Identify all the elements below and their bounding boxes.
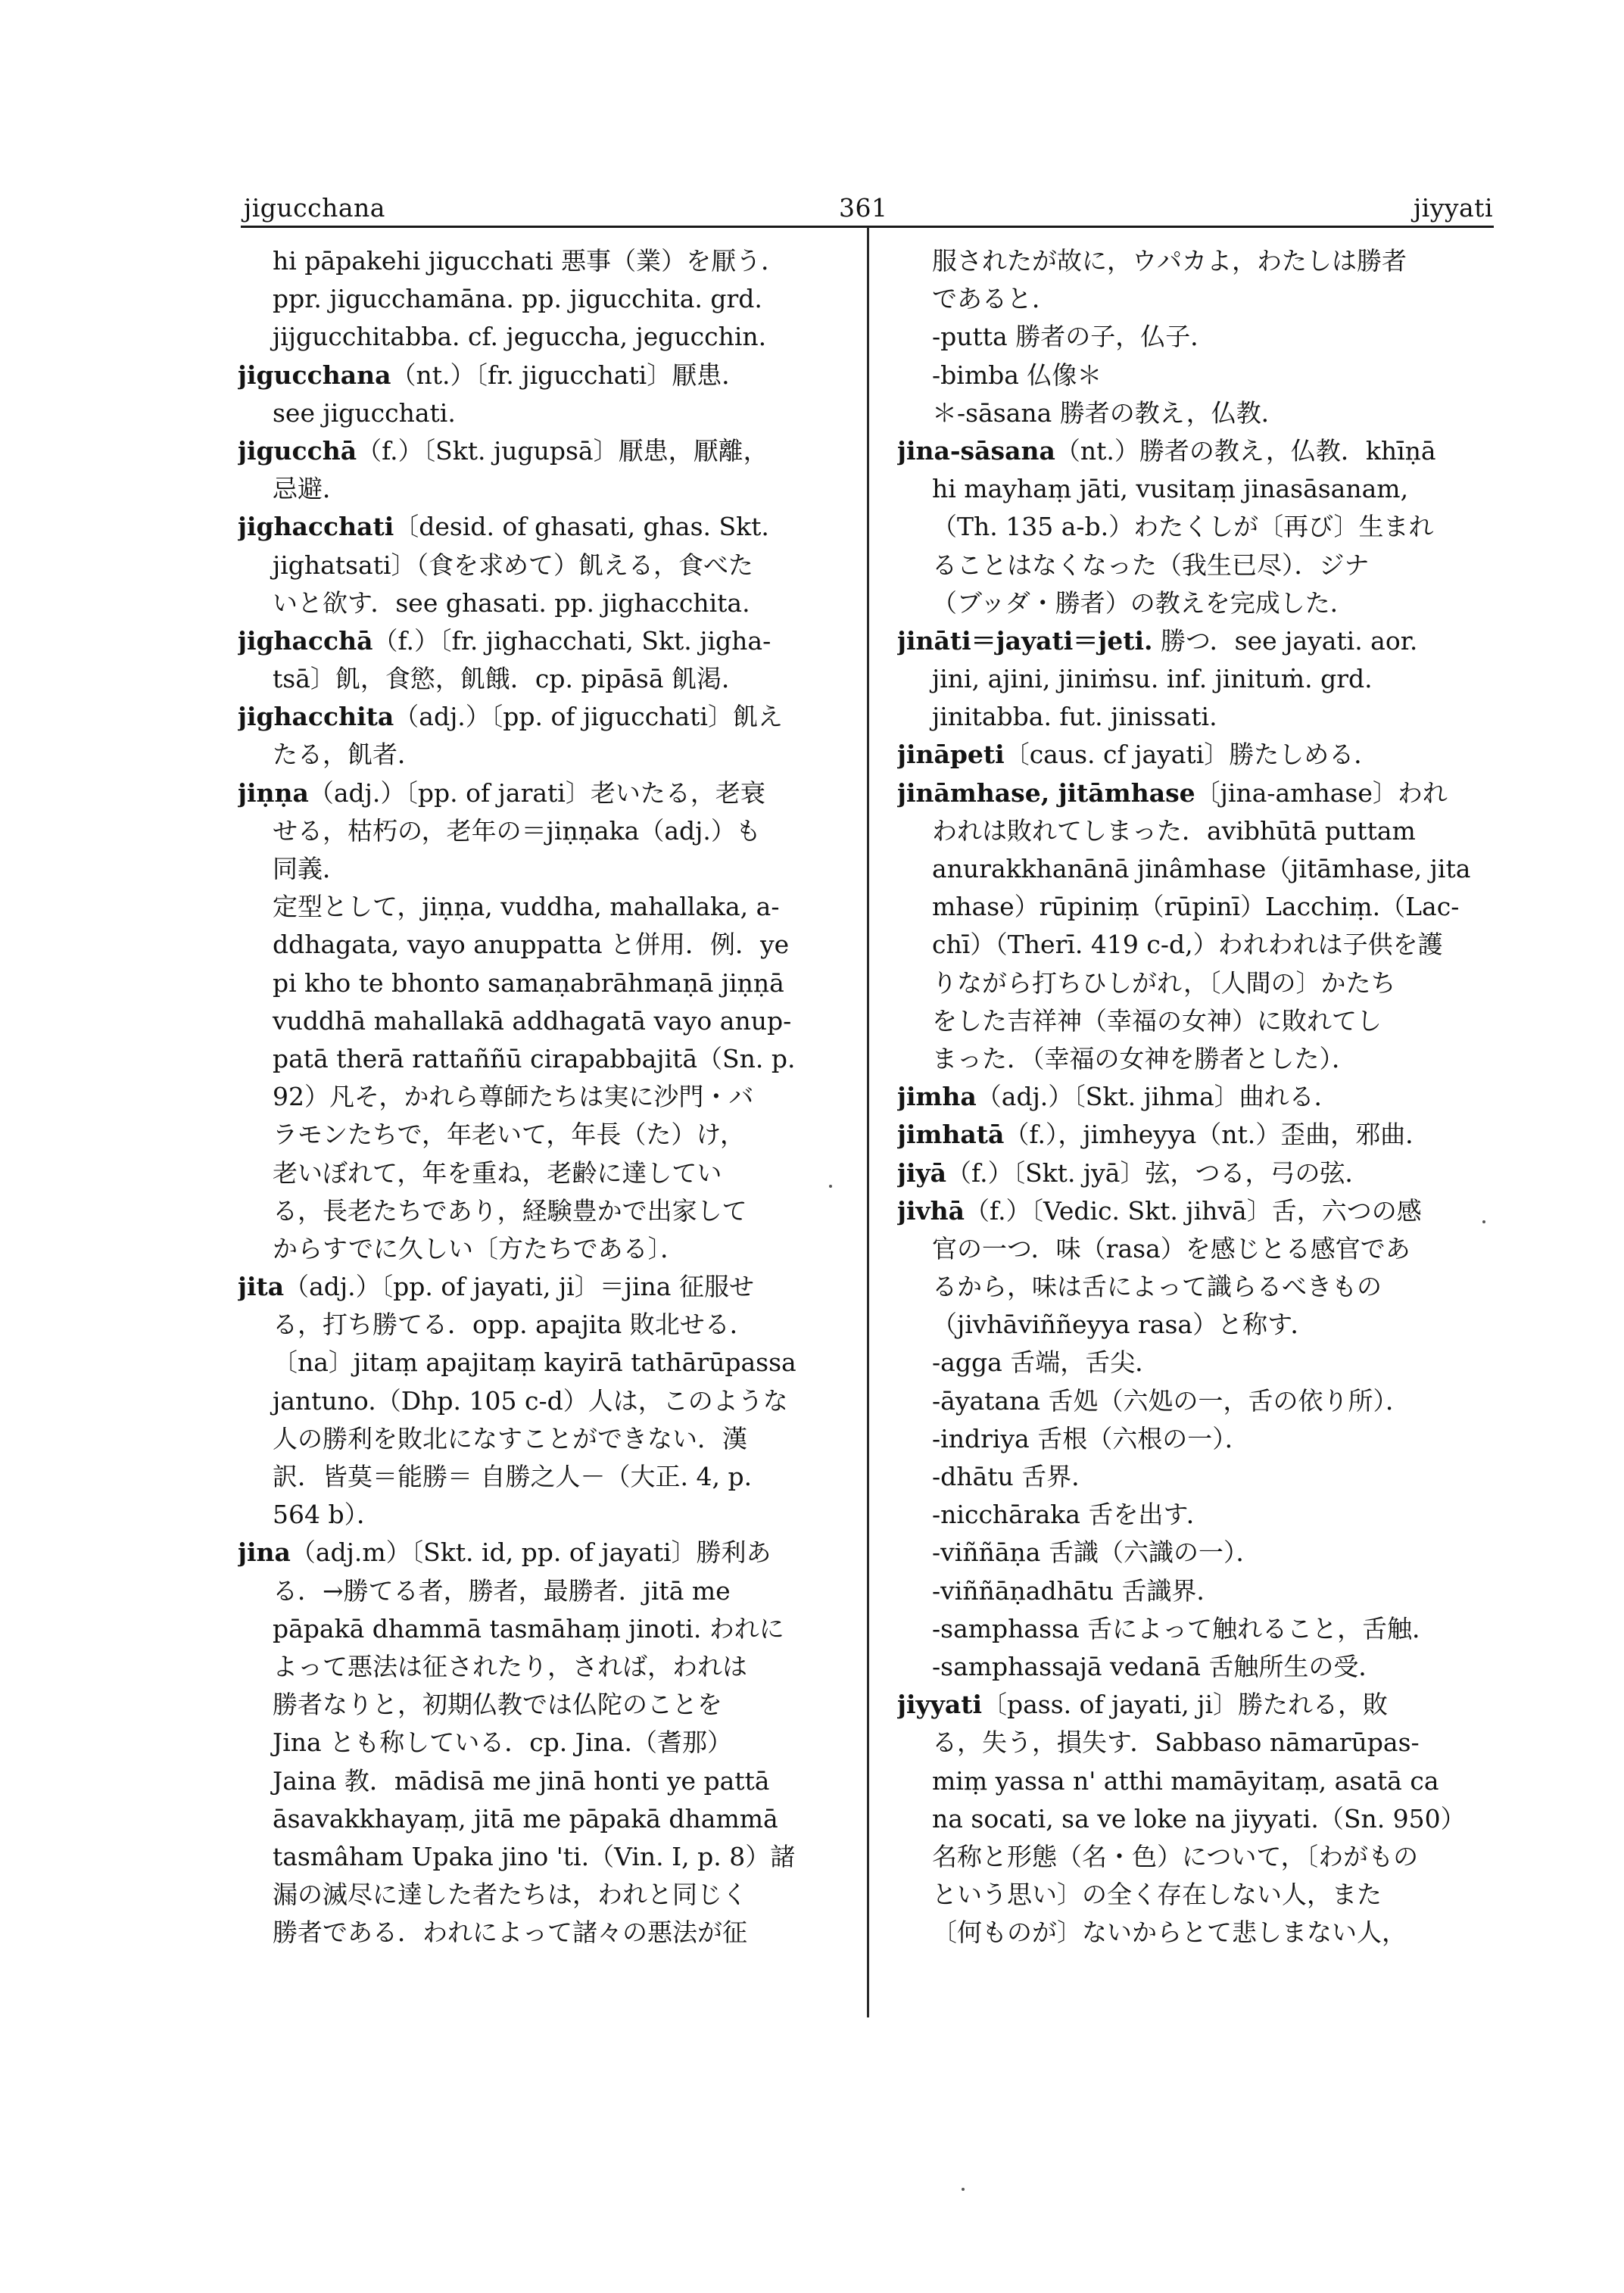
entry-continuation-line: -viññāṇadhātu 舌識界．: [932, 1575, 1222, 1606]
entry-continuation-line: -indriya 舌根（六根の一）．: [932, 1423, 1250, 1453]
entry-continuation-line: まった．（幸福の女神を勝者とした）．: [932, 1043, 1357, 1073]
entry-text: （adj.）〔pp. of jayati, ji〕＝jina 征服せ: [284, 1272, 754, 1302]
header-guide-word-right: jiyyati: [1413, 193, 1493, 223]
headword: jighacchā: [238, 625, 373, 656]
entry-continuation-line: -agga 舌端，舌尖．: [932, 1347, 1161, 1378]
dictionary-entry-line: [897, 1154, 1495, 1192]
dictionary-entry-line: [238, 774, 851, 812]
entry-text: （adj.m）〔Skt. id, pp. of jayati〕勝利あ: [290, 1537, 771, 1568]
entry-continuation-line: せる，枯朽の，老年の＝jiṇṇaka（adj.）も: [273, 815, 761, 846]
entry-continuation-line: vuddhā mahallakā addhagatā vayo anup-: [273, 1005, 792, 1036]
entry-continuation-line: からすでに久しい〔方たちである〕．: [273, 1233, 686, 1263]
entry-continuation-line: ラモンたちで，年老いて，年長（た）け，: [273, 1120, 746, 1150]
entry-text: 〔jina-amhase〕われ: [1195, 777, 1448, 808]
dictionary-entry-line: [897, 774, 1495, 812]
entry-continuation-line: pāpakā dhammā tasmāhaṃ jinoti. われに: [273, 1613, 784, 1643]
entry-continuation-line: āsavakkhayaṃ, jitā me pāpakā dhammā: [273, 1803, 778, 1833]
headword: jināpeti: [897, 740, 1005, 770]
entry-continuation-line: -dhātu 舌界．: [932, 1462, 1097, 1491]
entry-continuation-line: tasmâham Upaka jino 'ti.（Vin. I, p. 8）諸: [273, 1841, 796, 1871]
right-column: [897, 242, 1495, 1952]
entry-text: 〔pass. of jayati, ji〕勝たれる，敗: [982, 1690, 1389, 1720]
headword: jiyyati: [897, 1690, 982, 1720]
headword: jigucchā: [238, 435, 357, 466]
entry-continuation-line: ppr. jigucchamāna. pp. jigucchita. grd.: [273, 284, 762, 314]
entry-continuation-line: われは敗れてしまった．avibhūtā puttam: [932, 815, 1416, 846]
entry-text: 勝つ．see jayati. aor.: [1152, 625, 1418, 656]
dictionary-entry-line: [238, 432, 851, 470]
entry-text: 〔desid. of ghasati, ghas. Skt.: [394, 512, 769, 542]
entry-continuation-line: hi pāpakehi jigucchati 悪事（業）を厭う．: [273, 246, 787, 276]
dictionary-entry-line: [897, 736, 1495, 774]
entry-continuation-line: 564 b）．: [273, 1500, 382, 1530]
entry-continuation-line: -nicchāraka 舌を出す．: [932, 1500, 1211, 1530]
headword: jina: [238, 1537, 291, 1568]
entry-continuation-line: る，打ち勝てる．opp. apajita 敗北せる．: [273, 1310, 755, 1340]
entry-text: （adj.）〔pp. of jigucchati〕飢え: [394, 702, 783, 732]
entry-continuation-line: たる，飢者．: [273, 740, 422, 770]
dictionary-entry-line: [897, 432, 1495, 470]
entry-continuation-line: 名称と形態（名・色）について，〔わがもの: [932, 1841, 1419, 1871]
entry-continuation-line: 人の勝利を敗北になすことができない．漢: [273, 1423, 747, 1453]
entry-continuation-line: see jigucchati.: [273, 397, 456, 428]
entry-continuation-line: -samphassajā vedanā 舌触所生の受．: [932, 1651, 1384, 1681]
entry-continuation-line: 同義．: [273, 854, 348, 883]
entry-continuation-line: ることはなくなった（我生已尽）．ジナ: [932, 550, 1370, 580]
entry-continuation-line: jinitabba. fut. jinissati.: [932, 702, 1217, 732]
dictionary-entry-line: [897, 622, 1495, 660]
entry-continuation-line: anurakkhanānā jinâmhase（jitāmhase, jita: [932, 854, 1471, 883]
entry-continuation-line: をした吉祥神（幸福の女神）に敗れてし: [932, 1005, 1382, 1036]
entry-continuation-line: Jaina 教．mādisā me jinā honti ye pattā: [273, 1765, 770, 1796]
entry-continuation-line: jijgucchitabba. cf. jeguccha, jegucchin.: [273, 322, 767, 352]
entry-continuation-line: る．→勝てる者，勝者，最勝者．jitā me: [273, 1575, 731, 1606]
entry-continuation-line: るから，味は舌によって識らるべきもの: [932, 1272, 1382, 1302]
entry-continuation-line: 漏の滅尽に達した者たちは，われと同じく: [273, 1880, 747, 1910]
dictionary-entry-line: [897, 1116, 1495, 1154]
entry-text: （adj.）〔Skt. jihma〕曲れる．: [976, 1082, 1339, 1112]
entry-continuation-line: であると．: [932, 284, 1057, 314]
entry-continuation-line: jantuno.（Dhp. 105 c-d）人は，このような: [273, 1385, 788, 1416]
dictionary-entry-line: [238, 1534, 851, 1572]
header-guide-word-left: jigucchana: [244, 193, 385, 223]
entry-continuation-line: る，失う，損失す．Sabbaso nāmarūpas-: [932, 1728, 1420, 1758]
headword: jita: [238, 1272, 285, 1302]
left-column: [238, 242, 851, 1952]
dictionary-entry-line: [238, 508, 851, 546]
entry-continuation-line: chī）（Therī. 419 c-d,）われわれは子供を護: [932, 930, 1443, 960]
headword: jimha: [897, 1082, 977, 1112]
column-divider: [867, 227, 869, 2017]
entry-continuation-line: よって悪法は征されたり，されば，われは: [273, 1651, 747, 1681]
entry-continuation-line: jini, ajini, jiniṁsu. inf. jinituṁ. grd.: [932, 664, 1373, 694]
entry-continuation-line: 服されたが故に，ウパカよ，わたしは勝者: [932, 246, 1407, 276]
entry-continuation-line: -āyatana 舌処（六処の一，舌の依り所）．: [932, 1385, 1410, 1416]
entry-continuation-line: hi mayhaṃ jāti, vusitaṃ jinasāsanam,: [932, 474, 1409, 504]
headword: jivhā: [897, 1195, 965, 1226]
headword: jināti＝jayati＝jeti.: [897, 625, 1153, 656]
entry-text: （adj.）〔pp. of jarati〕老いたる，老衰: [308, 777, 765, 808]
entry-continuation-line: -putta 勝者の子，仏子．: [932, 322, 1216, 352]
entry-text: （f.）〔Skt. jugupsā〕厭患，厭離，: [357, 435, 768, 466]
entry-continuation-line: （Th. 135 a-b.）わたくしが〔再び〕生まれ: [932, 512, 1434, 542]
entry-continuation-line: 官の一つ．味（rasa）を感じとる感官であ: [932, 1233, 1410, 1263]
entry-continuation-line: という思い〕の全く存在しない人，また: [932, 1880, 1382, 1910]
entry-text: （f.）〔Vedic. Skt. jihvā〕舌，六つの感: [965, 1195, 1422, 1226]
entry-continuation-line: 忌避．: [273, 474, 348, 504]
entry-continuation-line: 老いぼれて，年を重ね，老齢に達してい: [273, 1157, 722, 1188]
entry-continuation-line: miṃ yassa n' atthi mamāyitaṃ, asatā ca: [932, 1765, 1439, 1796]
entry-continuation-line: -bimba 仏像＊: [932, 360, 1102, 390]
dictionary-entry-line: [238, 698, 851, 736]
headword: jimhatā: [897, 1120, 1005, 1150]
entry-text: （f.），jimheyya（nt.）歪曲，邪曲．: [1004, 1120, 1431, 1150]
entry-continuation-line: いと欲す．see ghasati. pp. jighacchita.: [273, 587, 750, 618]
entry-text: （nt.）〔fr. jigucchati〕厭患．: [391, 360, 747, 390]
entry-continuation-line: ddhagata, vayo anuppatta と併用．例．ye: [273, 930, 790, 960]
headword: jiyā: [897, 1157, 947, 1188]
entry-continuation-line: りながら打ちひしがれ，〔人間の〕かたち: [932, 967, 1396, 998]
scan-speck: [962, 2188, 965, 2191]
entry-continuation-line: tsā〕飢，食慾，飢餓．cp. pipāsā 飢渇．: [273, 664, 747, 694]
entry-continuation-line: -samphassa 舌によって触れること，舌触．: [932, 1613, 1438, 1643]
dictionary-entry-line: [897, 1192, 1495, 1230]
entry-continuation-line: 勝者である．われによって諸々の悪法が征: [273, 1918, 747, 1948]
entry-text: （nt.）勝者の教え，仏教．khīṇā: [1055, 435, 1436, 466]
scan-speck: [1482, 1220, 1485, 1223]
entry-continuation-line: 定型として，jiṇṇa, vuddha, mahallaka, a-: [273, 892, 780, 922]
dictionary-entry-line: [238, 1268, 851, 1306]
entry-continuation-line: （jivhāviññeyya rasa）と称す．: [932, 1310, 1316, 1340]
headword: jina-sāsana: [897, 435, 1055, 466]
entry-continuation-line: る，長老たちであり，経験豊かで出家して: [273, 1195, 747, 1226]
entry-continuation-line: ＊-sāsana 勝者の教え，仏教．: [932, 397, 1286, 428]
headword: jighacchita: [238, 702, 394, 732]
entry-continuation-line: 〔何ものが〕ないからとて悲しまない人，: [932, 1918, 1407, 1948]
dictionary-entry-line: [897, 1686, 1495, 1724]
entry-continuation-line: jighatsati〕（食を求めて）飢える，食べた: [273, 550, 754, 580]
headword: jināmhase, jitāmhase: [897, 777, 1195, 808]
entry-continuation-line: 訳．皆莫＝能勝＝ 自勝之人－（大正. 4, p.: [273, 1462, 753, 1491]
entry-text: （f.）〔fr. jighacchati, Skt. jigha-: [372, 625, 771, 656]
entry-continuation-line: 勝者なりと，初期仏教では仏陀のことを: [273, 1690, 722, 1720]
entry-continuation-line: na socati, sa ve loke na jiyyati.（Sn. 950）: [932, 1803, 1466, 1833]
entry-text: 〔caus. cf jayati〕勝たしめる．: [1004, 740, 1379, 770]
entry-continuation-line: pi kho te bhonto samaṇabrāhmaṇā jiṇṇā: [273, 967, 784, 998]
dictionary-entry-line: [238, 357, 851, 394]
entry-continuation-line: 〔na〕jitaṃ apajitaṃ kayirā tathārūpassa: [273, 1347, 796, 1378]
headword: jighacchati: [238, 512, 394, 542]
entry-continuation-line: patā therā rattaññū cirapabbajitā（Sn. p.: [273, 1043, 796, 1073]
scan-speck: [829, 1185, 832, 1188]
headword: jigucchana: [238, 360, 391, 390]
page-number: 361: [839, 193, 888, 223]
entry-continuation-line: 92）凡そ，かれら尊師たちは実に沙門・バ: [273, 1082, 754, 1112]
dictionary-entry-line: [897, 1078, 1495, 1116]
entry-continuation-line: Jina とも称している．cp. Jina.（耆那）: [273, 1728, 732, 1758]
entry-continuation-line: -viññāṇa 舌識（六識の一）．: [932, 1537, 1261, 1568]
entry-text: （f.）〔Skt. jyā〕弦，つる，弓の弦．: [946, 1157, 1370, 1188]
dictionary-entry-line: [238, 622, 851, 660]
entry-continuation-line: （ブッダ・勝者）の教えを完成した．: [932, 587, 1355, 618]
headword: jiṇṇa: [238, 777, 309, 808]
entry-continuation-line: mhase）rūpiniṃ（rūpinī）Lacchiṃ.（Lac-: [932, 892, 1460, 922]
